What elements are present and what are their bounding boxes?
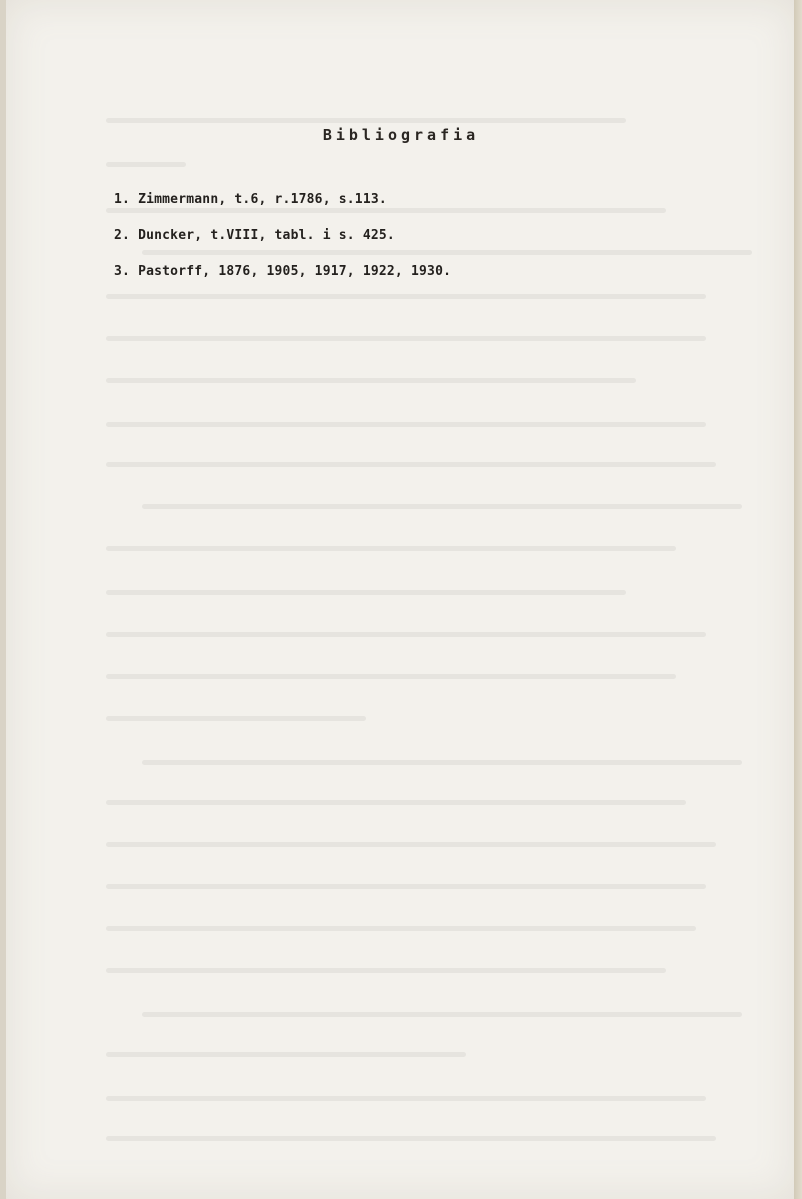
ghost-text-line [106, 674, 676, 679]
ghost-text-line [142, 760, 742, 765]
ghost-text-line [106, 842, 716, 847]
ghost-text-line [106, 422, 706, 427]
bibliography-list [114, 190, 451, 298]
page-heading: Bibliografia [322, 126, 480, 144]
ghost-text-line [106, 1096, 706, 1101]
ghost-text-line [106, 632, 706, 637]
ghost-text-line [106, 590, 626, 595]
ghost-text-line [106, 800, 686, 805]
ghost-text-line [106, 118, 626, 123]
ghost-text-line [106, 926, 696, 931]
bibliography-entry: 3. Pastorff, 1876, 1905, 1917, 1922, 1930. [114, 264, 452, 279]
ghost-text-line [106, 546, 676, 551]
document-page [6, 0, 796, 1199]
bibliography-entry: 2. Duncker, t.VIII, tabl. i s. 425. [114, 228, 395, 243]
ghost-text-line [106, 462, 716, 467]
ghost-text-line [142, 504, 742, 509]
ghost-text-line [106, 1136, 716, 1141]
page-edge [794, 0, 802, 1199]
ghost-text-line [106, 968, 666, 973]
ghost-text-line [106, 1052, 466, 1057]
ghost-text-line [106, 336, 706, 341]
bibliography-entry: 1. Zimmermann, t.6, r.1786, s.113. [114, 192, 387, 207]
ghost-text-line [106, 884, 706, 889]
ghost-text-line [106, 716, 366, 721]
ghost-text-line [106, 378, 636, 383]
ghost-text-line [106, 162, 186, 167]
ghost-text-line [142, 1012, 742, 1017]
